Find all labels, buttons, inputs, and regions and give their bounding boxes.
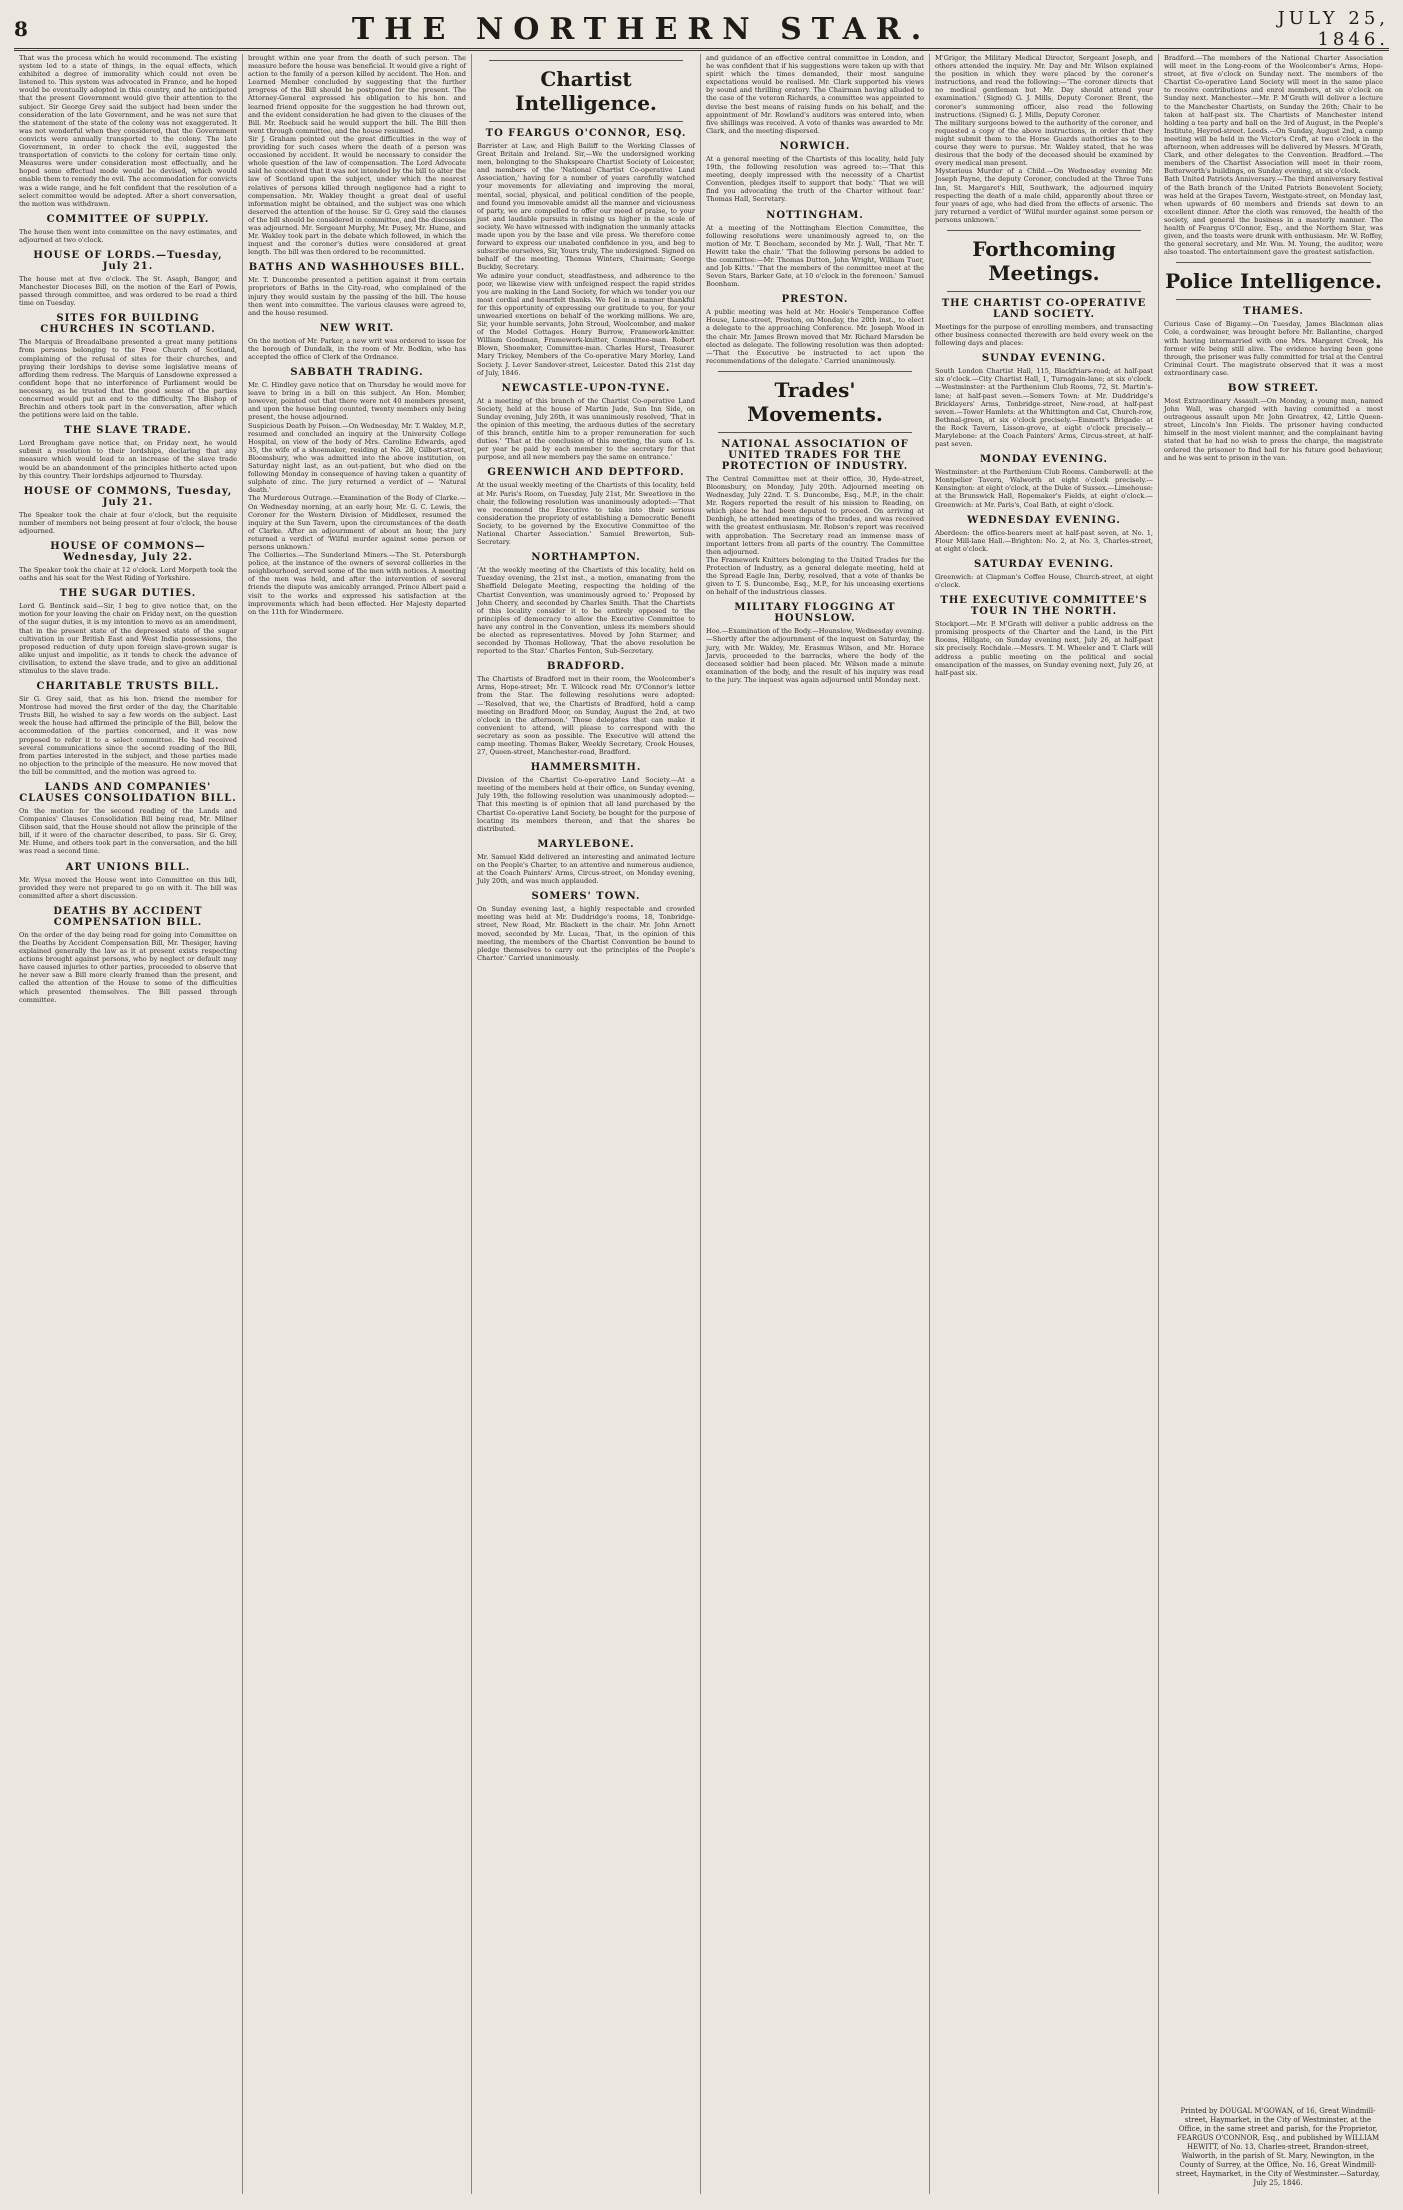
article-body: Meetings for the purpose of enrolling members, and transacting other business connected therewith are held every week on the following days and places:: [935, 322, 1153, 348]
column-2: [243, 54, 472, 2194]
section-rule: [947, 291, 1141, 292]
article-heading: GREENWICH AND DEPTFORD.: [487, 467, 685, 479]
article-body: Mr. Wyse moved the House went into Committee on this bill, provided they were not prepared to go on with it. The bill was committed after a short discussion.: [19, 875, 237, 900]
column-5: [930, 54, 1159, 2194]
section-rule: [947, 230, 1141, 231]
section-rule: [1176, 262, 1371, 263]
article-heading: BRADFORD.: [546, 661, 626, 673]
article-heading: NORTHAMPTON.: [531, 552, 641, 564]
article-body: The house then went into committee on the navy estimates, and adjourned at two o'clock.: [19, 227, 237, 244]
article-body: Lord Brougham gave notice that, on Friday next, he would submit a resolution to their lordships, declaring that any measure which would lead to an increase of the slave trade would be an abandonment of the principles hitherto acted upon by this country. Their lordships adjourned to Thursday.: [19, 439, 237, 480]
column-4: [701, 54, 930, 2194]
article-body: The Central Committee met at their office, 30, Hyde-street, Bloomsbury, on Monday, July 20th. Adjourned meeting on Wednesday, July 22nd. T. S. Duncombe, Esq., M.P., in the chair. Mr. Rogers reported the result of his mission to Reading, on which place he had been deputed to proceed. On arriving at Denbigh, he attended meetings of the trades, and was received with the greatest enthusiasm. Mr. Robson's report was received with approbation. The Secretary read an immense mass of important letters from all parts of the country. The Committee then adjourned.: [706, 474, 924, 556]
article-heading: ART UNIONS BILL.: [65, 861, 191, 873]
article-heading: NOTTINGHAM.: [766, 209, 864, 221]
article-heading: BOW STREET.: [1228, 383, 1319, 394]
article-body: The Murderous Outrage.—Examination of the Body of Clarke.—On Wednesday morning, at an early hour, Mr. G. C. Lewis, the Coroner for the Western Division of Middlesex, resumed the inquiry at the Sun Tavern, upon the circumstances of the death of Clarke. After an adjournment of about an hour, the jury returned a verdict of 'Wilful murder against some person or persons unknown.': [248, 494, 466, 551]
article-body: Barrister at Law, and High Bailiff to the Working Classes of Great Britain and Ireland. Sir,—We the undersigned working men, belonging to the Shakspeare Chartist Society of Leicester, and members of the 'National Chartist Co-operative Land Association,' having for a number of years carefully watched your movements for alleviating and improving the moral, mental, social, physical, and political condition of the people, and found you immovable amidst all the manner and viciousness of party, we are compelled to offer our meed of praise, to your just and laudable pursuits in raising us higher in the scale of society. We have witnessed with indignation the unmanly attacks made upon you by the base and vile press. We therefore come forward to express our unabated confidence in you, and beg to subscribe ourselves, Sir, Yours truly, The undersigned. Signed on behalf of the meeting, Thomas Winters, Chairman; George Buckby, Secretary.: [477, 142, 695, 272]
newspaper-title: THE NORTHERN STAR.: [351, 11, 932, 47]
masthead: [14, 10, 1389, 51]
article-body: brought within one year from the death of such person. The measure before the house was beneficial. It would give a right of action to the family of a person killed by accident. The Hon. and Learned Member concluded by suggesting that the further progress of the Bill should be postponed for the present. The Attorney-General expressed his obligation to his hon. and learned friend opposite for the suggestion he had thrown out, and the evident consideration he had given to the clauses of the Bill. Mr. Roebuck said he would support the bill. The Bill then went through committee, and the house resumed.: [248, 54, 466, 135]
article-body: The Collieries.—The Sunderland Miners.—The St. Petersburgh police, at the instance of the owners of several collieries in the neighbourhood, served some of the men with notices. A meeting of the men was held, and after the intervention of several friends the dispute was amicably arranged. Prince Albert paid a visit to the works and expressed his satisfaction at the improvements which had been effected. Her Majesty departed on the 11th for Windermere.: [248, 551, 466, 616]
article-body: The Speaker took the chair at 12 o'clock. Lord Morpeth took the oaths and his seat for the West Riding of Yorkshire.: [19, 566, 237, 583]
article-heading: MILITARY FLOGGING AT HOUNSLOW.: [734, 602, 896, 625]
article-heading: WEDNESDAY EVENING.: [967, 514, 1121, 526]
article-body: Westminster: at the Parthenium Club Rooms. Camberwell: at the Montpelier Tavern, Walworth at eight o'clock precisely.—Kensington: at eight o'clock, at the Duke of Sussex.—Limehouse: at the Brunswick Hall, Ropemaker's Fields, at eight o'clock.—Greenwich: at Mr. Paris's, Coal Bath, at eight o'clock.: [935, 468, 1153, 509]
article-heading: CHARITABLE TRUSTS BILL.: [36, 681, 220, 693]
article-body: The Marquis of Breadalbane presented a great many petitions from persons belonging to the Free Church of Scotland, complaining of the refusal of sites for their churches, and praying their lordships to devise some legislative means of affording them redress. The Marquis of Lansdowne expressed a confident hope that no interference of Parliament would be necessary, as he trusted that the good sense of the parties concerned would put an end to the difficulty. The Bishop of Brechin and others took part in the conversation, after which the petitions were laid on the table.: [19, 338, 237, 420]
article-body: Mr. T. Duncombe presented a petition against it from certain proprietors of Baths in the City-road, who complained of the injury they would sustain by the passing of the bill. The house then went into committee. The various clauses were agreed to, and the house resumed.: [248, 276, 466, 317]
article-body: Mysterious Murder of a Child.—On Wednesday evening Mr. Joseph Payne, the deputy Coroner, concluded at the Three Tuns Inn, St. Margaret's Hill, Southwark, the adjourned inquiry respecting the death of a male child, apparently about three or four years of age, who had died from the effects of arsenic. The jury returned a verdict of 'Wilful murder against some person or persons unknown.': [935, 167, 1153, 224]
article-body: Aberdeen: the office-bearers meet at half-past seven, at No. 1, Flour Mill-lane Hall.—Brighton: No. 2, at No. 3, Charles-street, at eight o'clock.: [935, 528, 1153, 553]
article-body: The house met at five o'clock. The St. Asaph, Bangor, and Manchester Dioceses Bill, on the motion of the Earl of Powis, passed through committee, and was ordered to be read a third time on Tuesday.: [19, 274, 237, 308]
article-body: On the order of the day being read for going into Committee on the Deaths by Accident Compensation Bill, Mr. Thesiger, having explained generally the law as it at present exists respecting actions brought against persons, who by neglect or default may have caused injuries to other parties, proceeded to observe that he never saw a Bill more clearly framed than the present, and called the attention of the House to some of the difficulties which presented themselves. The Bill passed through committee.: [19, 930, 237, 1004]
article-heading: HOUSE OF COMMONS—Wednesday, July 22.: [50, 541, 206, 564]
column-6: [1159, 54, 1388, 2194]
article-heading: SUNDAY EVENING.: [981, 353, 1107, 365]
article-heading: THE CHARTIST CO-OPERATIVE LAND SOCIETY.: [941, 297, 1147, 320]
article-heading: LANDS AND COMPANIES' CLAUSES CONSOLIDATION BILL.: [19, 782, 237, 804]
article-heading: DEATHS BY ACCIDENT COMPENSATION BILL.: [53, 905, 203, 928]
article-body: M'Grigor, the Military Medical Director, Sergeant Joseph, and others attended the inquiry. Mr. Day and Mr. Wilson explained the position in which they were placed by the coroner's instructions, and read the following:—'The coroner directs that no medical gentleman but Mr. Day should attend your examination.' (Signed) G. J. Mills, Deputy Coroner. Brent, the coroner's summoning officer, also read the following instructions. (Signed) G. J. Mills, Deputy Coroner.: [935, 54, 1153, 119]
article-heading: MONDAY EVENING.: [979, 454, 1109, 466]
article-body: Most Extraordinary Assault.—On Monday, a young man, named John Wall, was charged with having committed a most outrageous assault upon Mr. John Greatrex, 42, Little Queen-street, Lincoln's Inn Fields. The prisoner having conducted himself in the most violent manner, and the complainant having stated that he had no wish to press the charge, the magistrate ordered the prisoner to find bail for his future good behaviour, and he was sent to prison in the van.: [1164, 397, 1383, 462]
article-body: Curious Case of Bigamy.—On Tuesday, James Blackman alias Cole, a cordwainer, was brought before Mr. Ballantine, charged with having intermarried with one Mrs. Margaret Creek, his former wife being still alive. The evidence having been gone through, the prisoner was fully committed for trial at the Central Criminal Court. The magistrate observed that it was a most extraordinary case.: [1164, 320, 1383, 377]
section-rule: [1176, 299, 1371, 300]
section-banner: Police Intelligence.: [1165, 269, 1382, 294]
article-body: Sir G. Grey said, that as his hon. friend the member for Montrose had moved the first order of the day, the Charitable Trusts Bill, he wished to say a few words on the subject. Last week the house had affirmed the principle of the Bill, below the accommodation of the parties concerned, and it was now proposed to refer it to a select committee. He had received several communications since the second reading of the Bill, from parties interested in the subject, and those parties made no objection to the principle of the measure. He now moved that the bill be committed, and the motion was agreed to.: [19, 695, 237, 776]
article-heading: NEWCASTLE-UPON-TYNE.: [501, 382, 671, 394]
article-heading: THE EXECUTIVE COMMITTEE'S TOUR IN THE NORTH.: [940, 595, 1148, 618]
article-body: Greenwich: at Clapman's Coffee House, Church-street, at eight o'clock.: [935, 572, 1153, 590]
article-body: Suspicious Death by Poison.—On Wednesday, Mr. T. Wakley, M.P., resumed and concluded an inquiry at the University College Hospital, on view of the body of Mrs. Caroline Edwards, aged 35, the wife of a shoemaker, residing at No. 28, Gilbert-street, Bloomsbury, who was admitted into the above institution, on Saturday night last, as an out-patient, but who died on the following Monday in consequence of having taken a quantity of sulphate of zinc. The jury returned a verdict of — 'Natural death.': [248, 421, 466, 495]
article-body: Mr. Samuel Kidd delivered an interesting and animated lecture on the People's Charter, to an attentive and numerous audience, at the Coach Painters' Arms, Circus-street, on Monday evening, July 20th, and was much applauded.: [477, 852, 695, 886]
article-body: Bath United Patriots Anniversary.—The third anniversary festival of the Bath branch of the United Patriots Benevolent Society, was held at the Grapes Tavern, Westgate-street, on Monday last, when upwards of 60 members and friends sat down to an excellent dinner. After the cloth was removed, the health of the society, and general the business in a masterly manner. The health of Feargus O'Connor, Esq., and the Northern Star, was given, and the toasts were drunk with enthusiasm. Mr. W. Roffey, the general secretary, and Mr. Wm. M. Young, the auditor, were also toasted. The entertainment gave the greatest satisfaction.: [1164, 175, 1383, 257]
article-body: At a meeting of this branch of the Chartist Co-operative Land Society, held at the house of Martin Jude, Sun Inn Side, on Sunday evening, July 26th, it was unanimously resolved, 'That in the opinion of this meeting, the arduous duties of the secretary of this branch, entitle him to a proper remuneration for such duties.' 'That at the conclusion of this meeting, the sum of 1s. per year be paid by each member to the secretary for that purpose, and all new members pay the same on entrance.': [477, 396, 695, 462]
section-rule: [718, 371, 912, 372]
article-body: The Framework Knitters belonging to the United Trades for the Protection of Industry, as a general delegate meeting, held at the Spread Eagle Inn, Derby, resolved, that a vote of thanks be given to T. S. Duncombe, Esq., M.P., for his unceasing exertions on behalf of the industrious classes.: [706, 555, 924, 597]
article-heading: THE SLAVE TRADE.: [64, 425, 192, 437]
section-rule: [489, 121, 683, 122]
article-body: Lord G. Bentinck said—Sir, I beg to give notice that, on the motion for your leaving the chair on Friday next, on the question of the sugar duties, it is my intention to move as an amendment, that in the present state of the depressed state of the sugar cultivation in our British East and West India possessions, the proposed reduction of duty upon foreign slave-grown sugar is alike unjust and impolitic, as it tends to check the advance of civilisation, to extend the slave trade, and to give an additional stimulus to the slave trade.: [19, 602, 237, 675]
article-heading: NEW WRIT.: [319, 322, 395, 334]
article-heading: NORWICH.: [779, 140, 851, 152]
column-1: [14, 54, 243, 2194]
section-rule: [718, 432, 912, 433]
article-body: The Speaker took the chair at four o'clock, but the requisite number of members not being present at four o'clock, the house adjourned.: [19, 510, 237, 535]
article-body: We admire your conduct, steadfastness, and adherence to the poor, we likewise view with unfeigned respect the rapid strides you are making in the Land Society, for which we tender you our most cordial and heartfelt thanks. We feel in a manner thankful for this opportunity of expressing our gratitude to you, for your unwearied exertions on behalf of the working millions. We are, Sir, your humble servants, John Stroud, Woolcomber, and maker of the Model Cottages. Henry Burrow, Framework-knitter. William Goodman, Framework-knitter, Committee-man. Robert Blown, Shoemaker, Committee-man. Charles Hurst, Treasurer. Mary Trickey, Members of the Co-operative Mary Morley, Land Society. J. Lever Sandover-street, Leicester. Dated this 21st day of July, 1846.: [477, 271, 695, 377]
article-body: A public meeting was held at Mr. Hoole's Temperance Coffee House, Lune-street, Preston, on Monday, the 20th inst., to elect a delegate to the approaching Conference. Mr. Joseph Wood in the chair. Mr. James Brown moved that Mr. Richard Marsden be elected as delegate. The following resolution was then adopted:—'That the Executive be instructed to act upon the recommendations of the delegate.' Carried unanimously.: [706, 308, 924, 365]
article-heading: SITES FOR BUILDING CHURCHES IN SCOTLAND.: [40, 313, 216, 336]
article-body: Hoe.—Examination of the Body.—Hounslow, Wednesday evening.—Shortly after the adjournment of the inquest on Saturday, the jury, with Mr. Wakley, Mr. Erasmus Wilson, and Mr. Horace Jarvis, proceeded to the barracks, where the body of the deceased soldier had been placed. Mr. Wilson made a minute examination of the body, and the result of his inquiry was read to the jury. The inquest was again adjourned until Monday next.: [706, 627, 924, 684]
article-body: At a meeting of the Nottingham Election Committee, the following resolutions were unanimously agreed to, on the motion of Mr. T. Beecham, seconded by Mr. J. Wall, 'That Mr. T. Hewitt take the chair.' 'That the following persons be added to the committee:—Mr. Thomas Dutton, John Wright, William Tuer, and Job Kitts.' 'That the members of the committee meet at the Seven Stars, Barker Gate, at 10 o'clock in the forenoon.' Samuel Boonham.: [706, 223, 924, 289]
article-body: 'At the weekly meeting of the Chartists of this locality, held on Tuesday evening, the 21st inst., a motion, emanating from the Sheffield Delegate Meeting, respecting the holding of the Chartist Convention, was unanimously agreed to.' Proposed by John Cherry, and seconded by Charles Smith. That the Chartists of this locality consider it to be entirely opposed to the principles of democracy to allow the Executive Committee to have any control in the Convention, unless its members should be elected as representatives. Moved by John Starmer, and seconded by Thomas Holloway, 'That the above resolution be reported to the Star.' Charles Fenton, Sub-Secretary.: [477, 566, 695, 656]
page-number: 8: [14, 17, 28, 41]
article-body: Division of the Chartist Co-operative Land Society.—At a meeting of the members held at their office, on Sunday evening, July 19th, the following resolution was unanimously adopted:—That this meeting is of opinion that all land purchased by the Chartist Co-operative Land Society, be bought for the purpose of locating its members thereon, and that the shares be distributed.: [477, 776, 695, 833]
article-heading: SATURDAY EVENING.: [973, 558, 1115, 570]
article-heading: TO FEARGUS O'CONNOR, ESQ.: [485, 128, 687, 139]
article-heading: COMMITTEE OF SUPPLY.: [46, 213, 210, 225]
article-body: At the usual weekly meeting of the Chartists of this locality, held at Mr. Paris's Room, on Tuesday, July 21st, Mr. Sweetlove in the chair, the following resolution was unanimously adopted:—'That we recommend the Executive to take into their serious consideration the propriety of establishing a Democratic Benefit Society, to be governed by the Executive Committee of the National Charter Association.' Samuel Brewerton, Sub-Secretary.: [477, 481, 695, 547]
article-heading: SOMERS' TOWN.: [531, 891, 641, 903]
article-body: Bradford.—The members of the National Charter Association will meet in the Long-room of the Woolcomber's Arms, Hope-street, at five o'clock on Sunday next. The members of the Chartist Co-operative Land Society will meet in the same place to receive contributions and enrol members, at six o'clock on Sunday next. Manchester.—Mr. P. M'Grath will deliver a lecture to the Manchester Chartists, on Sunday the 26th; Chair to be taken at half-past six. The Chartists of Manchester intend holding a tea party and ball on the 3rd of August, in the People's Institute, Heyrod-street. Leeds.—On Sunday, August 2nd, a camp meeting will be held in the Victor's Croft, at two o'clock in the afternoon, when addresses will be delivered by Messrs. M'Grath, Clark, and other delegates to the Convention. Bradford.—The members of the Chartist Association will meet in their room, Butterworth's buildings, on Sunday evening, at six o'clock.: [1164, 54, 1383, 176]
section-rule: [489, 60, 683, 61]
article-heading: THE SUGAR DUTIES.: [59, 588, 197, 600]
section-banner: Chartist Intelligence.: [515, 67, 657, 115]
article-body: and guidance of an effective central committee in London, and he was confident that if his suggestions were taken up with that spirit which the times demanded, their most sanguine expectations would be realised. Mr. Clark supported his views by sound and thrilling oratory. The Chairman having alluded to the case of the veteran Richards, a committee was appointed to devise the best means of raising funds on his behalf, and the appointment of Mr. Rowland's auditors was entered into, when five shillings was received. A vote of thanks was awarded to Mr. Clark, and the meeting dispersed.: [706, 54, 924, 135]
column-3: [472, 54, 701, 2194]
article-body: South London Chartist Hall, 115, Blackfriars-road; at half-past six o'clock.—City Chartist Hall, 1, Turnagain-lane; at six o'clock.—Westminster: at the Parthenium Club Rooms, 72, St. Martin's-lane; at half-past seven.—Somers Town: at Mr. Duddridge's Bricklayers' Arms, Tonbridge-street, New-road, at half-past seven.—Tower Hamlets: at the Whittington and Cat, Church-row, Bethnal-green, at six o'clock precisely.—Emmett's Brigade: at the Rock Tavern, Lisson-grove, at eight o'clock precisely.—Marylebone: at the Coach Painters' Arms, Circus-street, at half-past seven.: [935, 367, 1153, 449]
article-heading: HOUSE OF COMMONS, Tuesday, July 21.: [23, 485, 233, 508]
article-body: The military surgeons bowed to the authority of the coroner, and requested a copy of the above instructions, in order that they might submit them to the Horse Guards authorities as to the course they were to pursue. Mr. Wakley stated, that he was desirous that the body of the deceased should be examined by every medical man present.: [935, 118, 1153, 168]
section-banner: Trades' Movements.: [747, 377, 883, 426]
article-body: On the motion of Mr. Parker, a new writ was ordered to issue for the borough of Dundalk, in the room of Mr. Bodkin, who has accepted the office of Clerk of the Ordnance.: [248, 336, 466, 361]
article-body: The Chartists of Bradford met in their room, the Woolcomber's Arms, Hope-street; Mr. T. Wilcock read Mr. O'Connor's letter from the Star. The following resolutions were adopted:—'Resolved, that we, the Chartists of Bradford, hold a camp meeting on Bradford Moor, on Sunday, August the 2nd, at two o'clock in the afternoon.' Those delegates that can make it convenient to attend, will please to correspond with the secretary as soon as possible. The Executive will attend the camp meeting. Thomas Baker, Weekly Secretary, Crook Houses, 27, Queen-street, Manchester-road, Bradford.: [477, 675, 695, 757]
article-heading: HOUSE OF LORDS.—Tuesday, July 21.: [33, 249, 223, 272]
article-heading: BATHS AND WASHHOUSES BILL.: [248, 262, 466, 274]
article-heading: THAMES.: [1243, 306, 1304, 318]
article-body: Mr. C. Hindley gave notice that on Thursday he would move for leave to bring in a bill on this subject. An Hon. Member, however, pointed out that there were not 40 members present, and upon the house being counted, twenty members only being present, the house adjourned.: [248, 381, 466, 422]
article-body: That was the process which he would recommend. The existing system led to a state of things, in the equal effects, which exhibited a degree of immorality which could not even be listened to. This system was advocated in France, and he hoped would be eventually adopted in this country, and he anticipated that the present Government would give their attention to the subject. Sir George Grey said the subject had been under the consideration of the late Government, and he was not sure that the statement of the state of the colony was not exaggerated. It was not wonderful when they considered, that the Government convicts were annually transported to the colony. The late Government, in order to check the evil, suggested the transportation of convicts to the colony for certain time only. Measures were under consideration most effectually, and he hoped some effectual mode would be devised, which would enable them to remedy the evil. The accommodation for convicts was a wide range, and he felt confident that the resolution of a select committee would be adopted. After a short conversation, the motion was withdrawn.: [19, 54, 237, 208]
issue-date: JULY 25, 1846.: [1277, 8, 1389, 50]
columns: [14, 54, 1389, 2194]
article-heading: MARYLEBONE.: [537, 838, 635, 850]
article-body: At a general meeting of the Chartists of this locality, held July 19th, the following resolution was agreed to:—'That this meeting, deeply impressed with the necessity of a Chartist Convention, pledges itself to support that body.' 'That we will find you advocating the truth of the Charter without fear.' Thomas Hall, Secretary.: [706, 154, 924, 204]
article-heading: NATIONAL ASSOCIATION OF UNITED TRADES FOR THE PROTECTION OF INDUSTRY.: [721, 438, 909, 472]
article-body: On the motion for the second reading of the Lands and Companies' Clauses Consolidation Bill being read, Mr. Milner Gibson said, that the House should not allow the principle of the bill, if it were of the character described, to pass. Sir G. Grey, Mr. Hume, and others took part in the conversation, and the bill was read a second time.: [19, 807, 237, 856]
article-body: On Sunday evening last, a highly respectable and crowded meeting was held at Mr. Duddridge's rooms, 18, Tonbridge-street, New Road, Mr. Blackett in the chair. Mr. John Arnott moved, seconded by Mr. Lucas, 'That, in the opinion of this meeting, the members of the Chartist Convention be bound to pledge themselves to carry out the principles of the People's Charter.' Carried unanimously.: [477, 905, 695, 962]
article-heading: HAMMERSMITH.: [530, 762, 642, 774]
printer-imprint: Printed by DOUGAL M'GOWAN, of 16, Great Windmill-street, Haymarket, in the City of Westminster, at the Office, in the same street and parish, for the Proprietor, FEARGUS O'CONNOR, Esq., and published by WILLIAM HEWITT, of No. 13, Charles-street, Brandon-street, Walworth, in the parish of St. Mary, Newington, in the County of Surrey, at the Office, No. 16, Great Windmill-street, Haymarket, in the City of Westminster.—Saturday, July 25, 1846.: [1175, 2107, 1381, 2187]
article-heading: SABBATH TRADING.: [290, 367, 424, 379]
article-body: Sir J. Graham pointed out the great difficulties in the way of providing for such cases where the death of a person was occasioned by accident. It would be necessary to consider the whole question of the law of compensation. The Lord Advocate said he conceived that it was not intended by the bill to alter the law of Scotland upon the subject, under which the nearest relatives of persons killed through negligence had a right to compensation. Mr. Wakley thought a great deal of useful information might be obtained, and the subject was one which deserved the attention of the house. Sir G. Grey said the clauses of the bill should be considered in committee, and the discussion was adjourned. Mr. Sergeant Murphy, Mr. Pusey, Mr. Hume, and Mr. Wakley took part in the debate which followed, in which the inquest and the coroner's duties were considered at great length. The bill was then ordered to be recommitted.: [248, 134, 466, 257]
article-heading: PRESTON.: [781, 294, 849, 306]
section-banner: Forthcoming Meetings.: [972, 236, 1116, 285]
article-body: Stockport.—Mr. P. M'Grath will deliver a public address on the promising prospects of the Charter and the Land, in the Pitt Rooms, Hillgate, on Sunday evening next, July 26, at half-past six precisely. Rochdale.—Messrs. T. M. Wheeler and T. Clark will address a public meeting on the political and social emancipation of the masses, on Sunday evening next, July 26, at half-past six.: [935, 620, 1153, 677]
